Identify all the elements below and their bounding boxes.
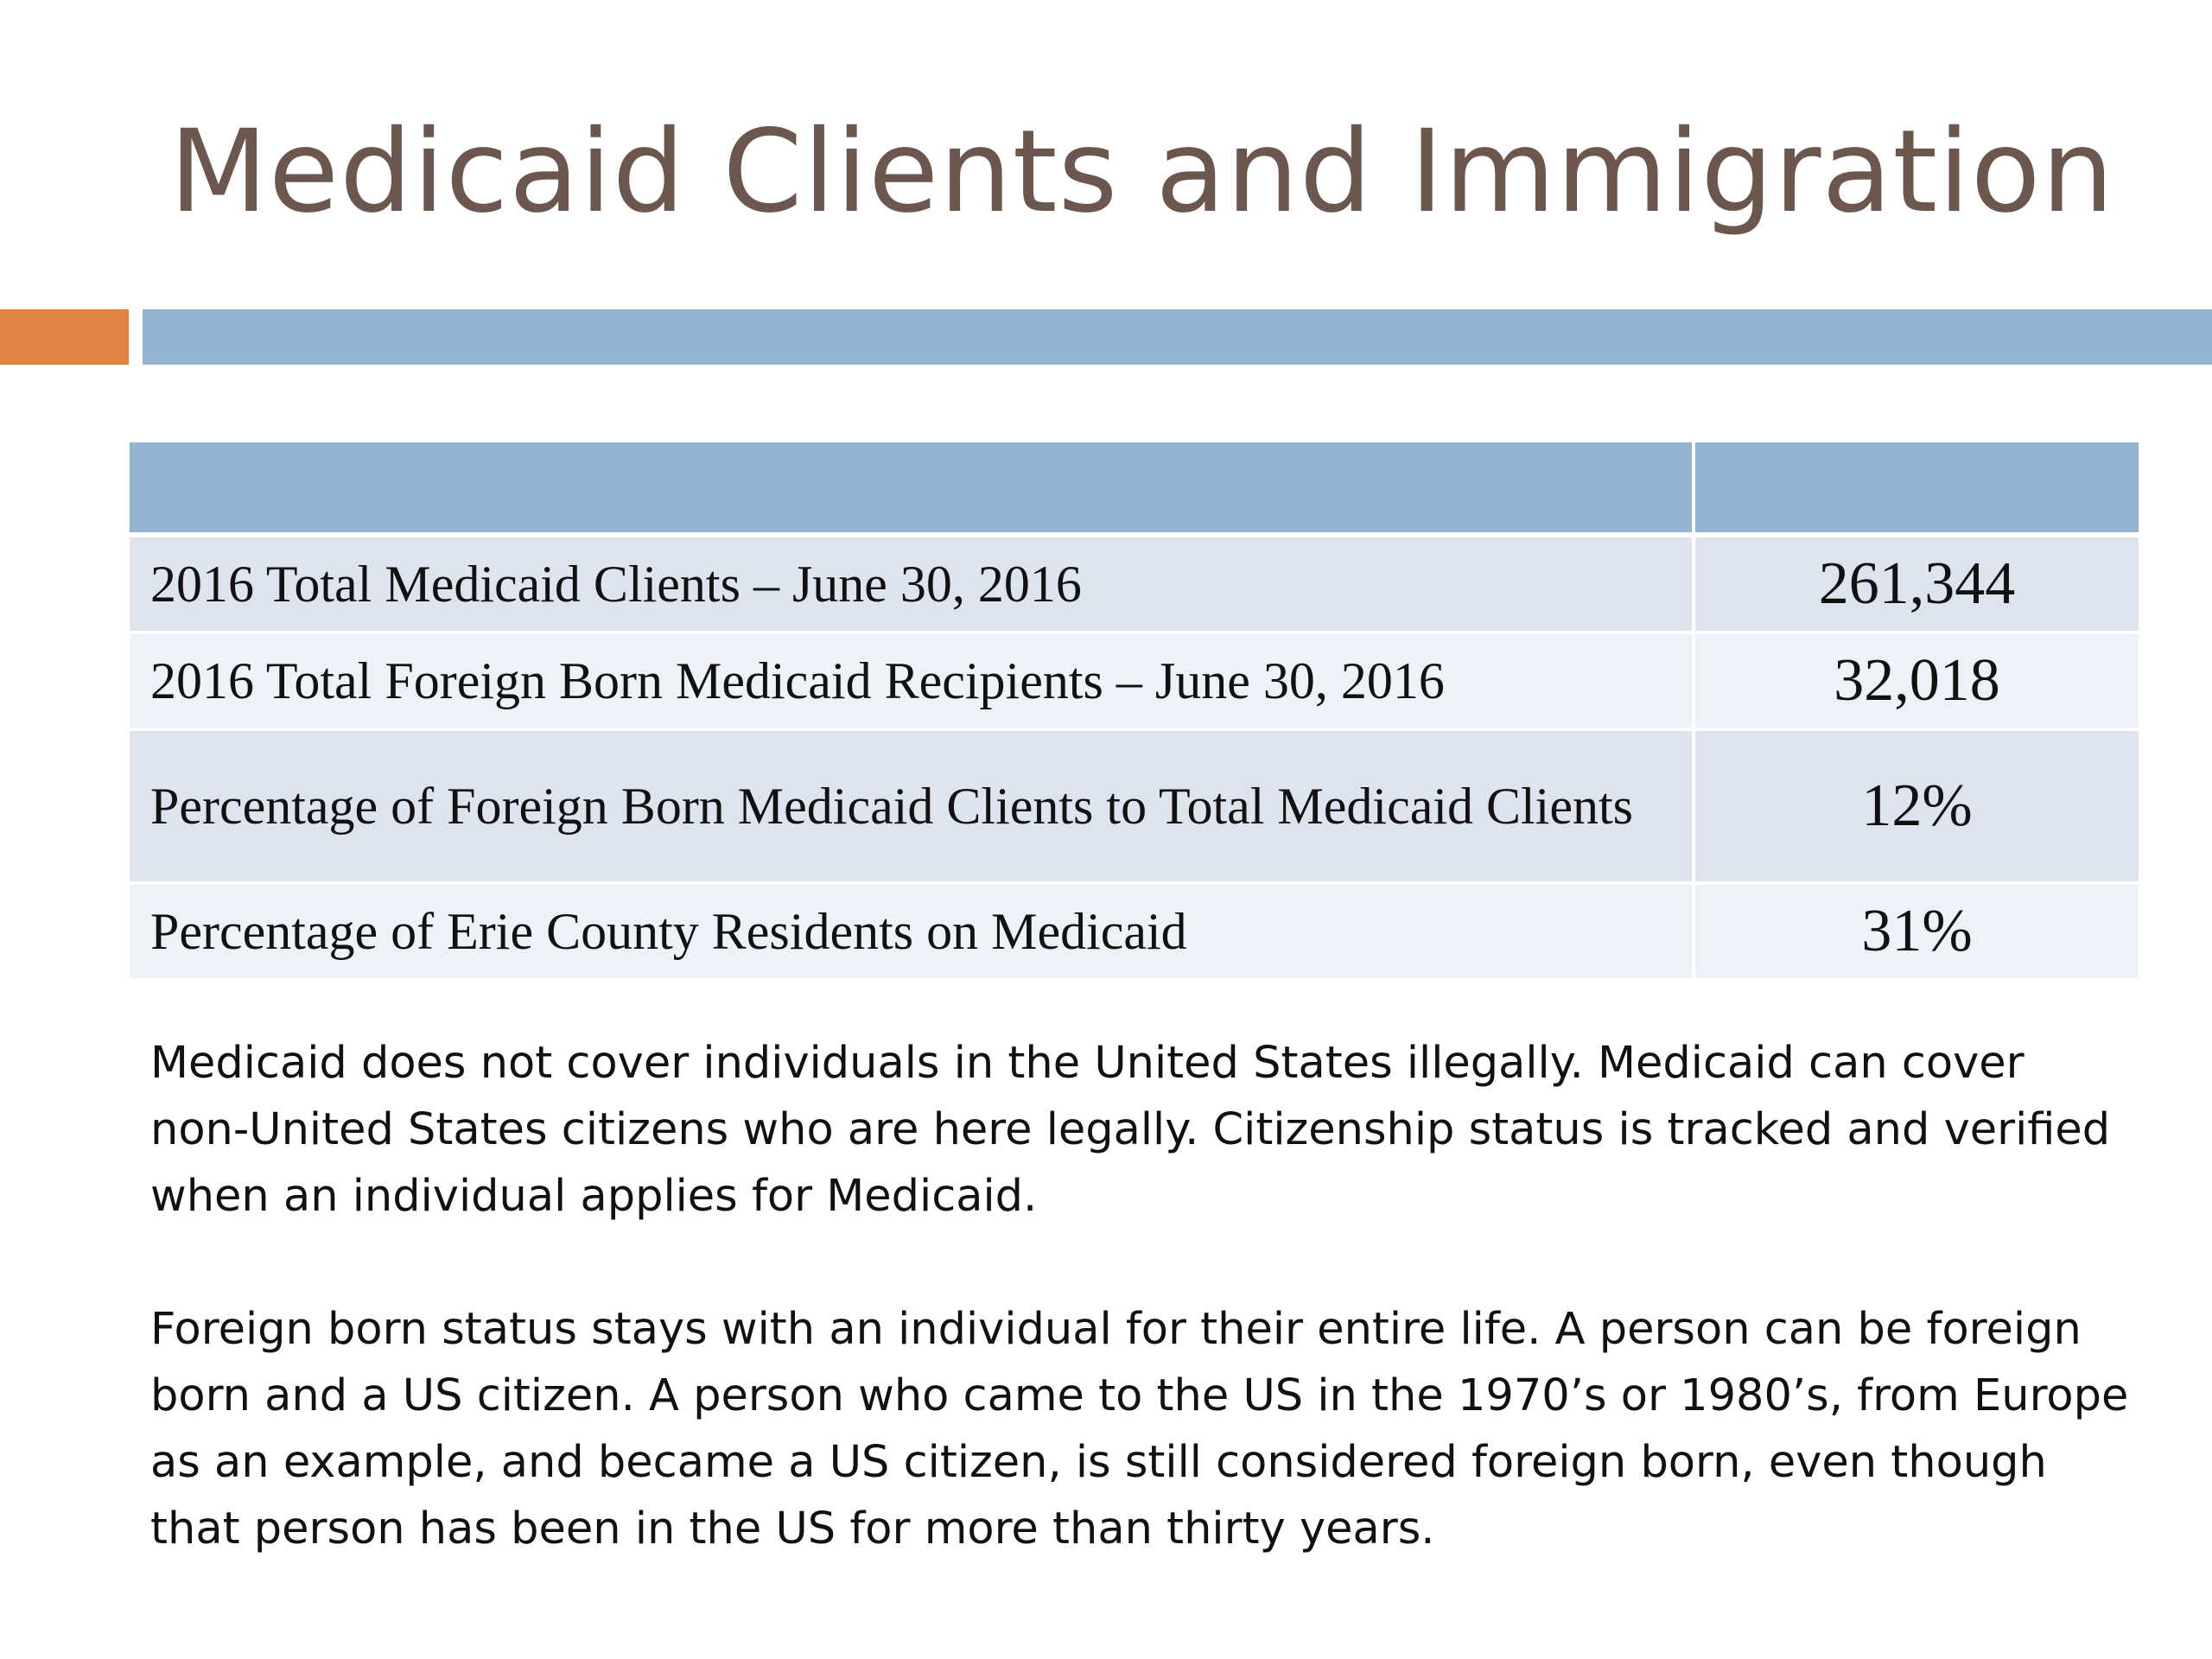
- table-row: [130, 729, 2139, 883]
- medicaid-stats-table: [130, 442, 2139, 982]
- row-label: 2016 Total Foreign Born Medicaid Recipients – June 30, 2016: [130, 632, 1694, 729]
- table-row: [130, 535, 2139, 632]
- body-paragraph-foreign-born: Foreign born status stays with an individual for their entire life. A person can be foreign born and a US citizen. A person who came to the US in the 1970’s or 1980’s, from Europe as an example, and became a US citizen, is still considered foreign born, even though that person has been in the US for more than thirty years.: [150, 1304, 2129, 1554]
- row-label: 2016 Total Medicaid Clients – June 30, 2016: [130, 535, 1694, 632]
- row-value: 31%: [1694, 883, 2139, 980]
- title-underline-bar: [143, 309, 2212, 365]
- body-paragraph-legal-status: Medicaid does not cover individuals in the United States illegally. Medicaid can cover non-United States citizens who are here legally. Citizenship status is tracked and verified when an individual applies for Medicaid.: [150, 1038, 2111, 1222]
- row-value: 12%: [1694, 729, 2139, 883]
- accent-bar: [0, 309, 129, 365]
- table-row: [130, 632, 2139, 729]
- table-row: [130, 883, 2139, 980]
- row-label: Percentage of Erie County Residents on Medicaid: [130, 883, 1694, 980]
- row-value: 261,344: [1694, 535, 2139, 632]
- table-header-label: [130, 442, 1694, 535]
- row-value: 32,018: [1694, 632, 2139, 729]
- table-header-row: [130, 442, 2139, 535]
- row-label: Percentage of Foreign Born Medicaid Clients to Total Medicaid Clients: [130, 729, 1694, 883]
- table-header-value: [1694, 442, 2139, 535]
- slide-title: Medicaid Clients and Immigration: [169, 105, 2115, 238]
